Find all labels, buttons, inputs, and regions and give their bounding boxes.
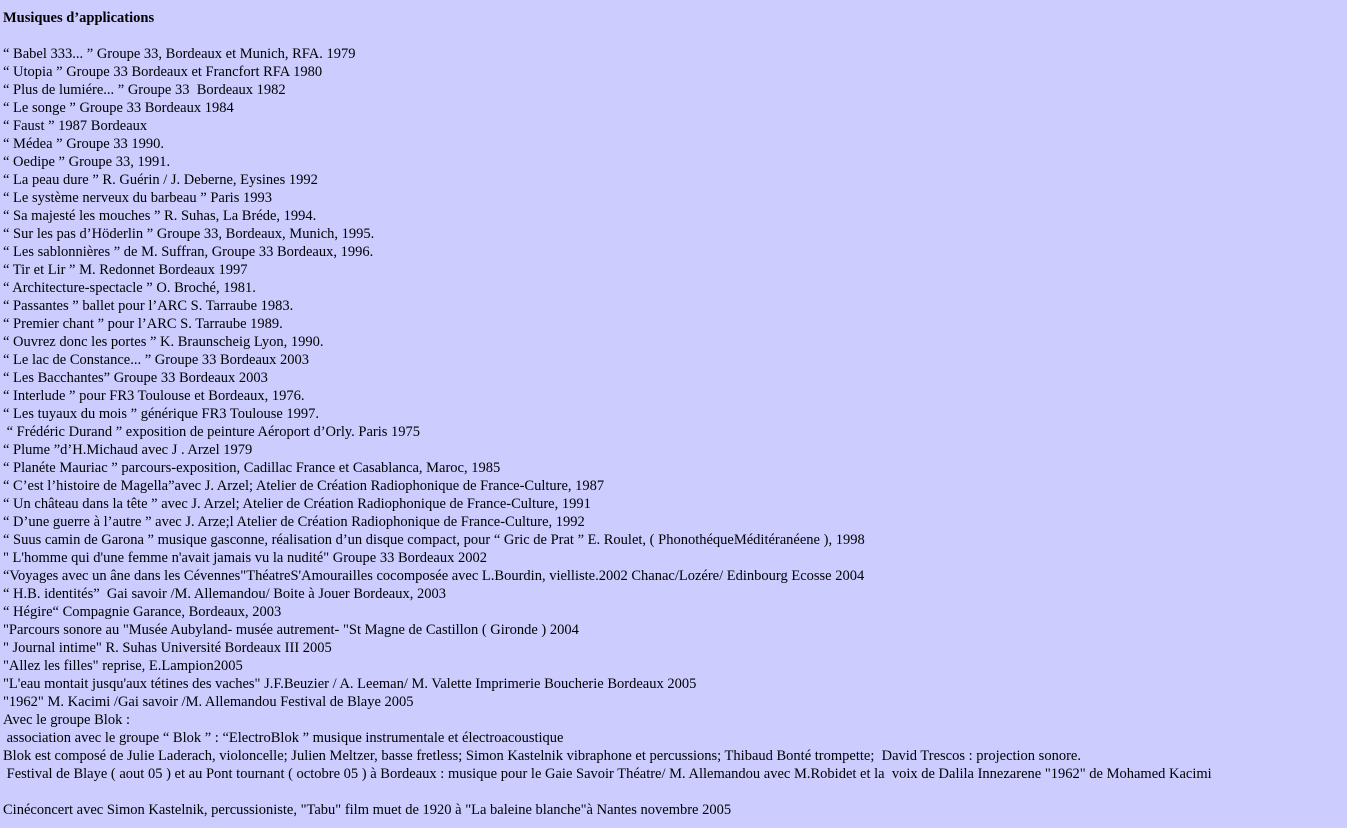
list-item: “ Hégire“ Compagnie Garance, Bordeaux, 2003 [3, 604, 282, 620]
list-item: " Journal intime" R. Suhas Université Bordeaux III 2005 [3, 640, 332, 656]
list-item: “ Ouvrez donc les portes ” K. Braunscheig Lyon, 1990. [3, 334, 324, 350]
list-item: “ Médea ” Groupe 33 1990. [3, 136, 165, 152]
list-item: "1962" M. Kacimi /Gai savoir /M. Allemandou Festival de Blaye 2005 [3, 694, 414, 710]
list-item: “ Architecture-spectacle ” O. Broché, 1981. [3, 280, 256, 296]
list-item: “ Suus camin de Garona ” musique gasconne, réalisation d’un disque compact, pour “ Gric de Prat ” E. Roulet, ( PhonothéqueMéditéranéene ), 1998 [3, 532, 865, 548]
list-item: “ H.B. identités” Gai savoir /M. Allemandou/ Boite à Jouer Bordeaux, 2003 [3, 586, 446, 602]
list-item: “ Le songe ” Groupe 33 Bordeaux 1984 [3, 100, 234, 116]
list-item: “ C’est l’histoire de Magella”avec J. Arzel; Atelier de Création Radiophonique de France-Culture, 1987 [3, 478, 605, 494]
list-item: Avec le groupe Blok : [3, 712, 130, 728]
blank-line [3, 783, 1347, 801]
list-item: “ Sa majesté les mouches ” R. Suhas, La Bréde, 1994. [3, 208, 317, 224]
list-item: “ Sur les pas d’Höderlin ” Groupe 33, Bordeaux, Munich, 1995. [3, 226, 375, 242]
list-item: “ Les sablonnières ” de M. Suffran, Groupe 33 Bordeaux, 1996. [3, 244, 374, 260]
list-item: “ Utopia ” Groupe 33 Bordeaux et Francfort RFA 1980 [3, 64, 323, 80]
page-title: Musiques d’applications [3, 10, 155, 26]
list-item: Cinéconcert avec Simon Kastelnik, percussioniste, "Tabu" film muet de 1920 à "La baleine blanche"à Nantes novembre 2005 [3, 802, 732, 818]
list-item: Blok est composé de Julie Laderach, violoncelle; Julien Meltzer, basse fretless; Simon Kastelnik vibraphone et percussions; Thibaud Bonté trompette; David Trescos : projection sonore. [3, 748, 1081, 764]
list-item: “ Le système nerveux du barbeau ” Paris 1993 [3, 190, 272, 206]
list-item: “ Interlude ” pour FR3 Toulouse et Bordeaux, 1976. [3, 388, 305, 404]
list-item: “ Premier chant ” pour l’ARC S. Tarraube 1989. [3, 316, 283, 332]
list-item: “ D’une guerre à l’autre ” avec J. Arze;l Atelier de Création Radiophonique de France-Culture, 1992 [3, 514, 585, 530]
list-item: "L'eau montait jusqu'aux tétines des vaches" J.F.Beuzier / A. Leeman/ M. Valette Imprimerie Boucherie Bordeaux 2005 [3, 676, 697, 692]
list-item: “ Faust ” 1987 Bordeaux [3, 118, 148, 134]
list-item: “ Les Bacchantes” Groupe 33 Bordeaux 2003 [3, 370, 268, 386]
list-item: “ Frédéric Durand ” exposition de peinture Aéroport d’Orly. Paris 1975 [3, 424, 421, 440]
list-item: " L'homme qui d'une femme n'avait jamais vu la nudité" Groupe 33 Bordeaux 2002 [3, 550, 487, 566]
list-item: “ Babel 333... ” Groupe 33, Bordeaux et Munich, RFA. 1979 [3, 46, 356, 62]
spacer [3, 27, 1347, 45]
list-item: “ Passantes ” ballet pour l’ARC S. Tarraube 1983. [3, 298, 294, 314]
list-item: “ Oedipe ” Groupe 33, 1991. [3, 154, 171, 170]
list-item: “ Plume ”d’H.Michaud avec J . Arzel 1979 [3, 442, 253, 458]
list-item: "Parcours sonore au "Musée Aubyland- musée autrement- "St Magne de Castillon ( Gironde ) 2004 [3, 622, 579, 638]
list-item: “ Un château dans la tête ” avec J. Arzel; Atelier de Création Radiophonique de France-Culture, 1991 [3, 496, 591, 512]
list-item: association avec le groupe “ Blok ” : “ElectroBlok ” musique instrumentale et électroacoustique [3, 730, 564, 746]
works-list [3, 45, 1347, 819]
list-item: “ Plus de lumiére... ” Groupe 33 Bordeaux 1982 [3, 82, 286, 98]
list-item: “ La peau dure ” R. Guérin / J. Deberne, Eysines 1992 [3, 172, 318, 188]
list-item: “ Tir et Lir ” M. Redonnet Bordeaux 1997 [3, 262, 248, 278]
list-item: “ Planéte Mauriac ” parcours-exposition, Cadillac France et Casablanca, Maroc, 1985 [3, 460, 501, 476]
list-item: “ Le lac de Constance... ” Groupe 33 Bordeaux 2003 [3, 352, 310, 368]
list-item: Festival de Blaye ( aout 05 ) et au Pont tournant ( octobre 05 ) à Bordeaux : musique pour le Gaie Savoir Théatre/ M. Allemandou avec M.Robidet et la voix de Dalila Innezarene "1962" de Mohamed Kacimi [3, 766, 1212, 782]
list-item: "Allez les filles" reprise, E.Lampion2005 [3, 658, 243, 674]
list-item: “ Les tuyaux du mois ” générique FR3 Toulouse 1997. [3, 406, 320, 422]
list-item: “Voyages avec un âne dans les Cévennes"ThéatreS'Amourailles cocomposée avec L.Bourdin, vielliste.2002 Chanac/Lozére/ Edinbourg Ecosse 2004 [3, 568, 865, 584]
